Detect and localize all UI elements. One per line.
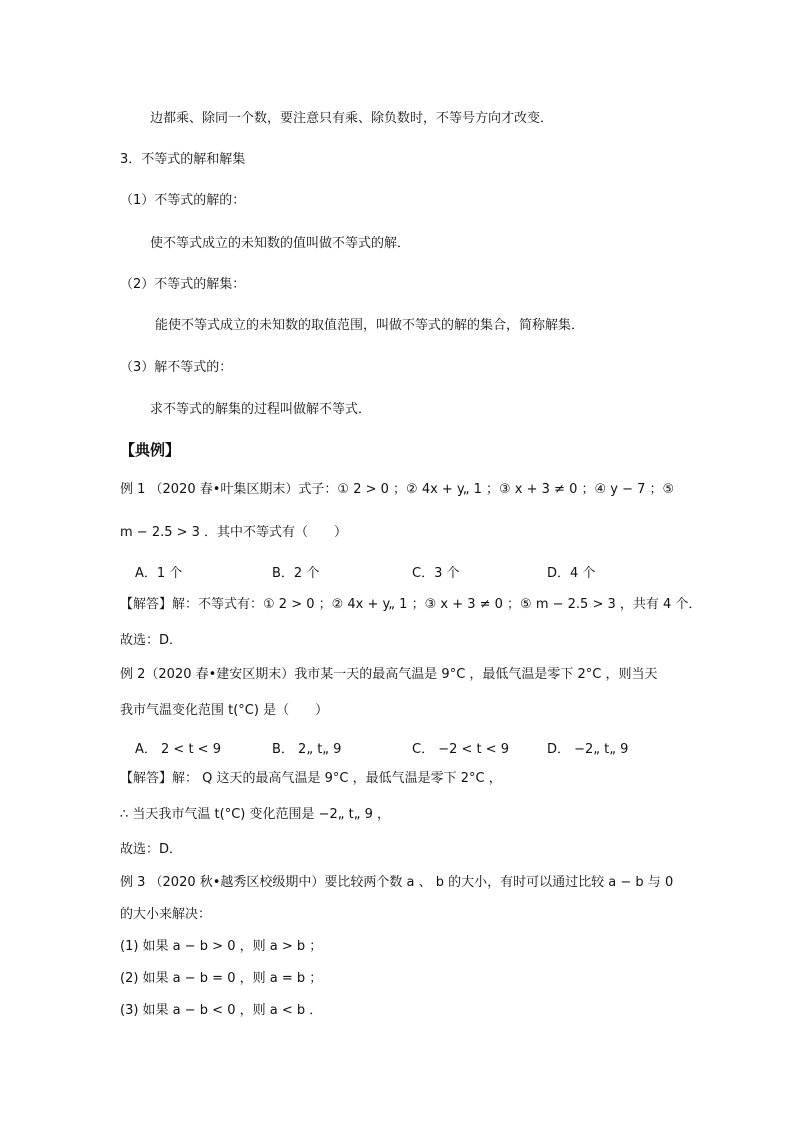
text-line: 求不等式的解集的过程叫做解不等式． <box>150 402 372 417</box>
text-line: 能使不等式成立的未知数的取值范围，叫做不等式的解的集合，简称解集． <box>155 318 585 333</box>
text-line: 边都乘、除同一个数，要注意只有乘、除负数时，不等号方向才改变． <box>150 111 554 126</box>
example-3-case-1: (1) 如果 a − b > 0 ，则 a > b ； <box>120 939 323 954</box>
subsection-title: （2）不等式的解集： <box>120 277 246 292</box>
example-3-question: 例 3 （2020 秋•越秀区校级期中）要比较两个数 a 、 b 的大小，有时可以通过比较 a − b 与 0 <box>120 875 674 890</box>
example-1-question: 例 1 （2020 春•叶集区期末）式子：① 2 > 0 ；② 4x + y„ 1 ；③ x + 3 ≠ 0 ；④ y − 7 ；⑤ <box>120 482 675 497</box>
option-a: A． 2 < t < 9 <box>135 742 221 757</box>
text-line: 使不等式成立的未知数的值叫做不等式的解． <box>150 236 411 251</box>
option-b: B． 2„ t„ 9 <box>272 742 342 757</box>
option-b: B．2 个 <box>272 566 320 581</box>
example-2-answer-cont: ∴ 当天我市气温 t(°C) 变化范围是 −2„ t„ 9 ， <box>120 807 391 822</box>
section-title: 3．不等式的解和解集 <box>120 152 246 167</box>
subsection-title: （1）不等式的解的： <box>120 193 246 208</box>
example-1-selection: 故选：D． <box>120 633 183 648</box>
option-a: A．1 个 <box>135 566 183 581</box>
example-3-question-cont: 的大小来解决： <box>120 907 212 922</box>
example-heading: 【典例】 <box>120 441 181 459</box>
example-3-case-2: (2) 如果 a − b = 0 ，则 a = b ； <box>120 971 323 986</box>
example-2-question-cont: 我市气温变化范围 t(°C) 是（ ） <box>120 703 329 718</box>
option-c: C．3 个 <box>412 566 460 581</box>
option-d: D． −2„ t„ 9 <box>547 742 629 757</box>
example-2-selection: 故选：D． <box>120 842 183 857</box>
example-2-answer: 【解答】解： Q 这天的最高气温是 9°C ，最低气温是零下 2°C ， <box>120 771 502 786</box>
subsection-title: （3）解不等式的： <box>120 360 233 375</box>
option-c: C． −2 < t < 9 <box>412 742 510 757</box>
example-3-case-3: (3) 如果 a − b < 0 ，则 a < b ． <box>120 1003 323 1018</box>
example-2-question: 例 2（2020 春•建安区期末）我市某一天的最高气温是 9°C ，最低气温是零下 2°C ，则当天 <box>120 667 658 682</box>
example-1-question-cont: m − 2.5 > 3 ．其中不等式有（ ） <box>120 525 348 540</box>
option-d: D．4 个 <box>547 566 596 581</box>
example-1-answer: 【解答】解：不等式有：① 2 > 0 ；② 4x + y„ 1 ；③ x + 3 ≠ 0 ；⑤ m − 2.5 > 3 ，共有 4 个． <box>120 597 702 612</box>
